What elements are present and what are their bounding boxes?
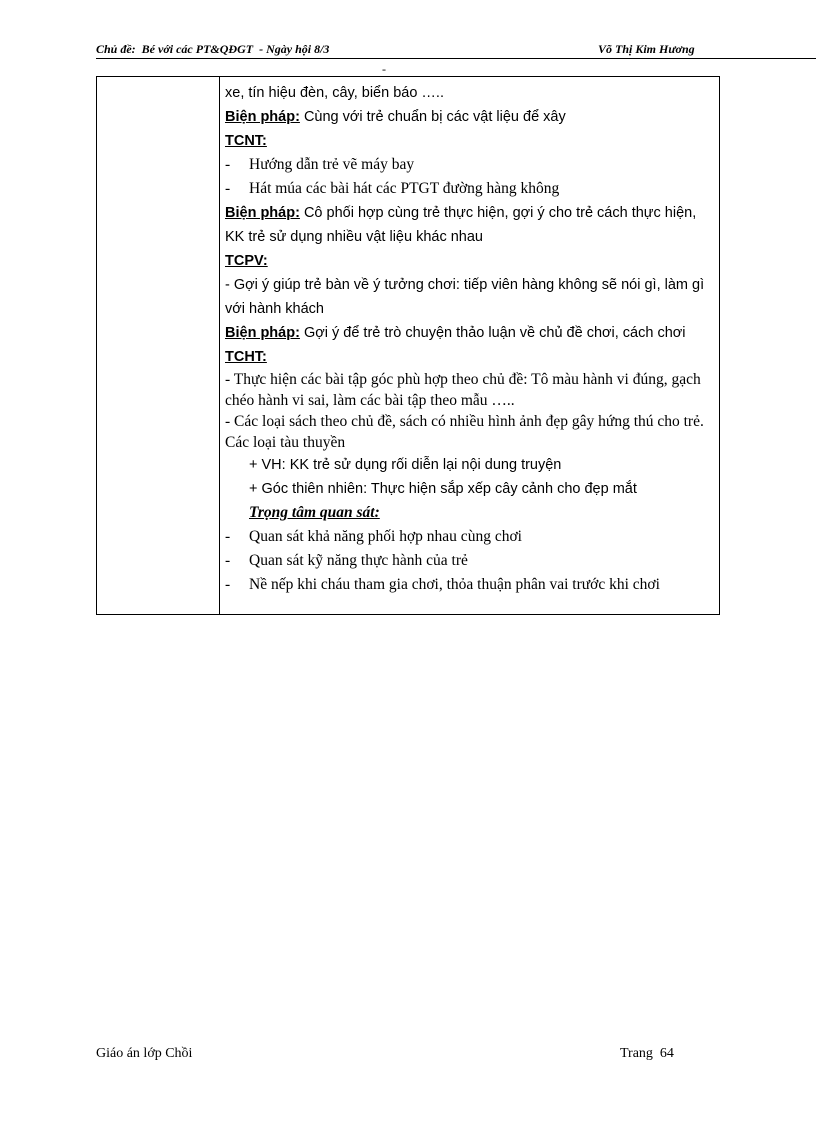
page-header bbox=[96, 42, 816, 58]
tcnt-label: TCNT: bbox=[225, 133, 267, 149]
bp2-text: Cô phối hợp cùng trẻ thực hiện, gợi ý cho trẻ cách thực hiện, KK trẻ sử dụng nhiều vật liệu khác nhau bbox=[225, 205, 697, 245]
page-footer bbox=[96, 1046, 696, 1062]
tcpv-label: TCPV: bbox=[225, 253, 268, 269]
bp1-paragraph bbox=[225, 105, 715, 129]
bp3-label: Biện pháp: bbox=[225, 325, 300, 341]
tcnt-item: - Hướng dẫn trẻ vẽ máy bay bbox=[225, 153, 715, 177]
bp2-paragraph bbox=[225, 201, 715, 249]
header-divider bbox=[96, 58, 816, 59]
plus-item-vh: + VH: KK trẻ sử dụng rối diễn lại nội dung truyện bbox=[249, 457, 562, 473]
bp3-paragraph bbox=[225, 321, 715, 345]
focus-label: Trọng tâm quan sát: bbox=[249, 504, 380, 521]
focus-item: - Quan sát kỹ năng thực hành của trẻ bbox=[225, 549, 715, 573]
page-number: Trang 64 bbox=[620, 1046, 674, 1061]
top-dash: - bbox=[382, 62, 386, 76]
tcht-label: TCHT: bbox=[225, 349, 267, 365]
lesson-table bbox=[96, 76, 720, 615]
continued-line: xe, tín hiệu đèn, cây, biển báo ….. bbox=[225, 85, 444, 101]
column-divider bbox=[219, 77, 220, 614]
bp1-label: Biện pháp: bbox=[225, 109, 300, 125]
bp1-text: Cùng với trẻ chuẩn bị các vật liệu để xây bbox=[299, 109, 566, 125]
bp3-text: Gợi ý để trẻ trò chuyện thảo luận về chủ đề chơi, cách chơi bbox=[299, 325, 686, 341]
tcht-text-2: - Các loại sách theo chủ đề, sách có nhiều hình ảnh đẹp gây hứng thú cho trẻ. Các loại tàu thuyền bbox=[225, 413, 704, 451]
tcnt-item: - Hát múa các bài hát các PTGT đường hàng không bbox=[225, 177, 715, 201]
tcpv-text: - Gợi ý giúp trẻ bàn về ý tưởng chơi: tiếp viên hàng không sẽ nói gì, làm gì với hành khách bbox=[225, 277, 705, 317]
header-topic: Chủ đề: Bé với các PT&QĐGT - Ngày hội 8/3 bbox=[96, 42, 330, 56]
plus-item-nature: + Góc thiên nhiên: Thực hiện sắp xếp cây cảnh cho đẹp mắt bbox=[249, 481, 637, 497]
focus-item: - Nề nếp khi cháu tham gia chơi, thỏa thuận phân vai trước khi chơi bbox=[225, 573, 715, 597]
header-author: Võ Thị Kim Hương bbox=[598, 42, 695, 56]
tcht-text-1: - Thực hiện các bài tập góc phù hợp theo chủ đề: Tô màu hành vi đúng, gạch chéo hành vi sai, làm các bài tập theo mẫu ….. bbox=[225, 371, 701, 409]
bp2-label: Biện pháp: bbox=[225, 205, 300, 221]
focus-item: - Quan sát khả năng phối hợp nhau cùng chơi bbox=[225, 525, 715, 549]
footer-class: Giáo án lớp Chồi bbox=[96, 1046, 193, 1061]
content-cell bbox=[225, 81, 715, 597]
